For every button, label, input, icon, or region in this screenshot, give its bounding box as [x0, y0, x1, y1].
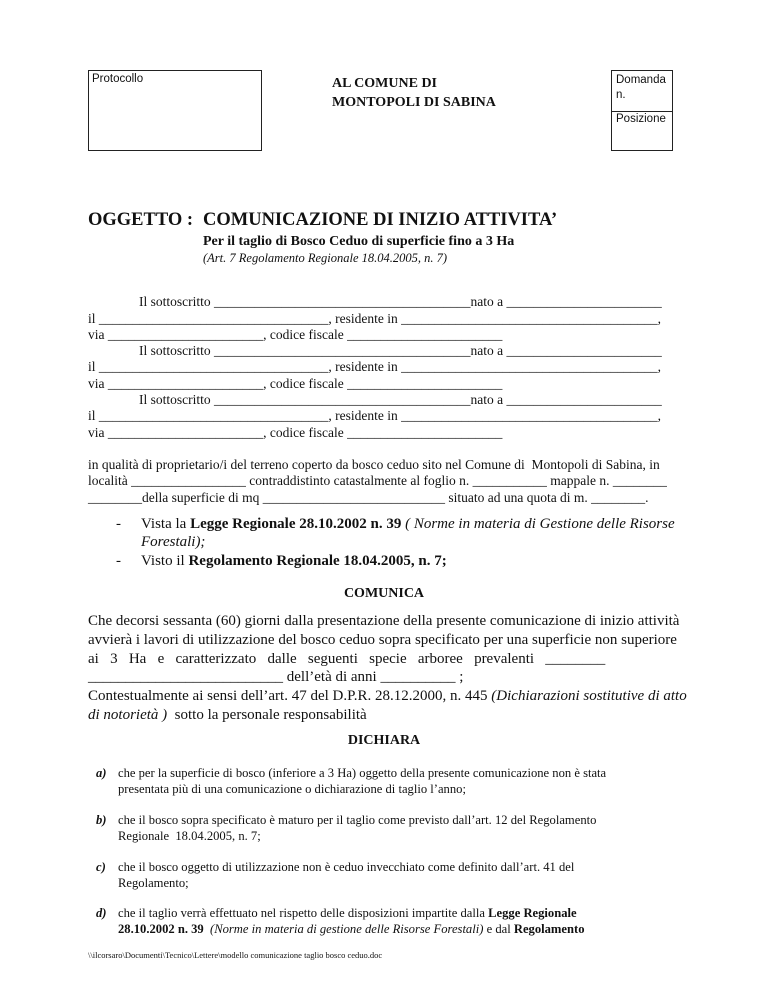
- ownership-line1: in qualità di proprietario/i del terreno coperto da bosco ceduo sito nel Comune di Montopoli di Sabina, in: [88, 457, 660, 472]
- comunica-line6-plain: sotto la personale responsabilità: [167, 706, 367, 723]
- signatory-2-line3: via _______________________, codice fiscale _______________________: [88, 376, 503, 391]
- subject-label: OGGETTO :: [88, 210, 194, 230]
- dichiara-item-a-line2: presentata più di una comunicazione o dichiarazione di taglio l’anno;: [118, 781, 466, 796]
- dichiara-item-a-letter: a): [96, 766, 107, 780]
- consideration-1-bullet: -: [116, 516, 121, 532]
- signatory-1-line1: Il sottoscritto ______________________________________nato a _______________________: [139, 294, 662, 309]
- consideration-1-continuation: Forestali);: [141, 534, 206, 550]
- addressee-line2: MONTOPOLI DI SABINA: [332, 95, 496, 110]
- comunica-line4: __________________________ dell’età di anni __________ ;: [88, 669, 464, 686]
- footer-file-path: \\ilcorsaro\Documenti\Tecnico\Lettere\modello comunicazione taglio bosco ceduo.doc: [88, 950, 383, 960]
- comunica-text: [88, 612, 687, 725]
- comunica-line2: avvierà i lavori di utilizzazione del bosco ceduo sopra specificato per una superficie non superiore: [88, 631, 677, 648]
- dichiara-item-d: [118, 906, 664, 938]
- dichiara-item-d-line1-plain: che il taglio verrà effettuato nel rispetto delle disposizioni impartite dalla: [118, 906, 489, 920]
- dichiara-heading: DICHIARA: [347, 733, 421, 748]
- signatory-2-line2: il __________________________________, residente in ______________________________________,: [88, 359, 661, 374]
- consideration-2-prefix: Visto il: [141, 553, 189, 569]
- signatory-1-line3: via _______________________, codice fiscale _______________________: [88, 327, 503, 342]
- dichiara-item-c-line2: Regolamento;: [118, 875, 189, 890]
- signatory-3-line1: Il sottoscritto ______________________________________nato a _______________________: [139, 392, 662, 407]
- subject-reference: (Art. 7 Regolamento Regionale 18.04.2005, n. 7): [203, 251, 448, 265]
- domanda-box: [611, 70, 673, 151]
- consideration-1-law: Legge Regionale 28.10.2002 n. 39: [190, 516, 402, 532]
- domanda-line1: Domanda: [616, 74, 666, 86]
- dichiara-item-d-line2-italic: (Norme in materia di gestione delle Risorse Forestali): [203, 921, 484, 936]
- dichiara-item-d-line2-plain: e dal: [483, 921, 514, 936]
- consideration-1-prefix: Vista la: [141, 516, 191, 532]
- protocollo-box: [88, 70, 262, 151]
- signatory-3-line2: il __________________________________, residente in ______________________________________,: [88, 408, 661, 423]
- dichiara-item-b: [118, 813, 664, 845]
- domanda-divider: [612, 111, 672, 112]
- dichiara-item-a: [118, 766, 664, 798]
- dichiara-item-b-line2: Regionale 18.04.2005, n. 7;: [118, 828, 261, 843]
- protocollo-label: Protocollo: [92, 73, 144, 85]
- comunica-line3: ai 3 Ha e caratterizzato dalle seguenti specie arboree prevalenti ________: [88, 650, 606, 667]
- domanda-line2: n.: [616, 89, 626, 101]
- dichiara-item-b-letter: b): [96, 813, 107, 827]
- signatory-2-line1: Il sottoscritto ______________________________________nato a _______________________: [139, 343, 662, 358]
- dichiara-item-c: [118, 860, 664, 892]
- posizione-label: Posizione: [616, 113, 666, 125]
- dichiara-item-d-letter: d): [96, 906, 107, 920]
- signatory-3-line3: via _______________________, codice fiscale _______________________: [88, 425, 503, 440]
- comunica-line5-italic: (Dichiarazioni sostitutive di atto: [491, 688, 687, 705]
- signatory-1-line2: il __________________________________, residente in ______________________________________,: [88, 311, 661, 326]
- addressee: [332, 74, 496, 112]
- comunica-heading: COMUNICA: [343, 586, 425, 601]
- dichiara-item-d-line2-bold2: Regolamento: [513, 921, 585, 936]
- comunica-line1: Che decorsi sessanta (60) giorni dalla presentazione della presente comunicazione di inizio attività: [88, 613, 680, 629]
- ownership-line3: ________della superficie di mq ___________________________ situato ad una quota di m. ________.: [88, 490, 649, 505]
- consideration-1-italic: ( Norme in materia di Gestione delle Risorse: [401, 516, 675, 532]
- consideration-2-bullet: -: [116, 553, 121, 569]
- dichiara-item-c-letter: c): [96, 860, 106, 874]
- comunica-line6-italic: di notorietà ): [88, 706, 168, 723]
- dichiara-item-d-line1-bold: Legge Regionale: [488, 906, 577, 920]
- domanda-label: [616, 73, 666, 103]
- dichiara-item-b-line1: che il bosco sopra specificato è maturo per il taglio come previsto dall’art. 12 del Regolamento: [118, 813, 597, 827]
- dichiara-item-c-line1: che il bosco oggetto di utilizzazione non è ceduo invecchiato come definito dall’art. 41 del: [118, 860, 575, 874]
- comunica-line5-plain: Contestualmente ai sensi dell’art. 47 del D.P.R. 28.12.2000, n. 445: [88, 688, 492, 705]
- addressee-line1: AL COMUNE DI: [332, 76, 438, 91]
- dichiara-item-d-line2-bold: 28.10.2002 n. 39: [118, 921, 204, 936]
- consideration-2-regulation: Regolamento Regionale 18.04.2005, n. 7;: [188, 553, 447, 569]
- subject-title: COMUNICAZIONE DI INIZIO ATTIVITA’: [203, 210, 558, 230]
- dichiara-item-a-line1: che per la superficie di bosco (inferiore a 3 Ha) oggetto della presente comunicazione non è stata: [118, 766, 607, 780]
- subject-subtitle: Per il taglio di Bosco Ceduo di superficie fino a 3 Ha: [203, 234, 515, 249]
- ownership-line2: località _________________ contraddistinto catastalmente al foglio n. ___________ mappale n. ________: [88, 473, 667, 488]
